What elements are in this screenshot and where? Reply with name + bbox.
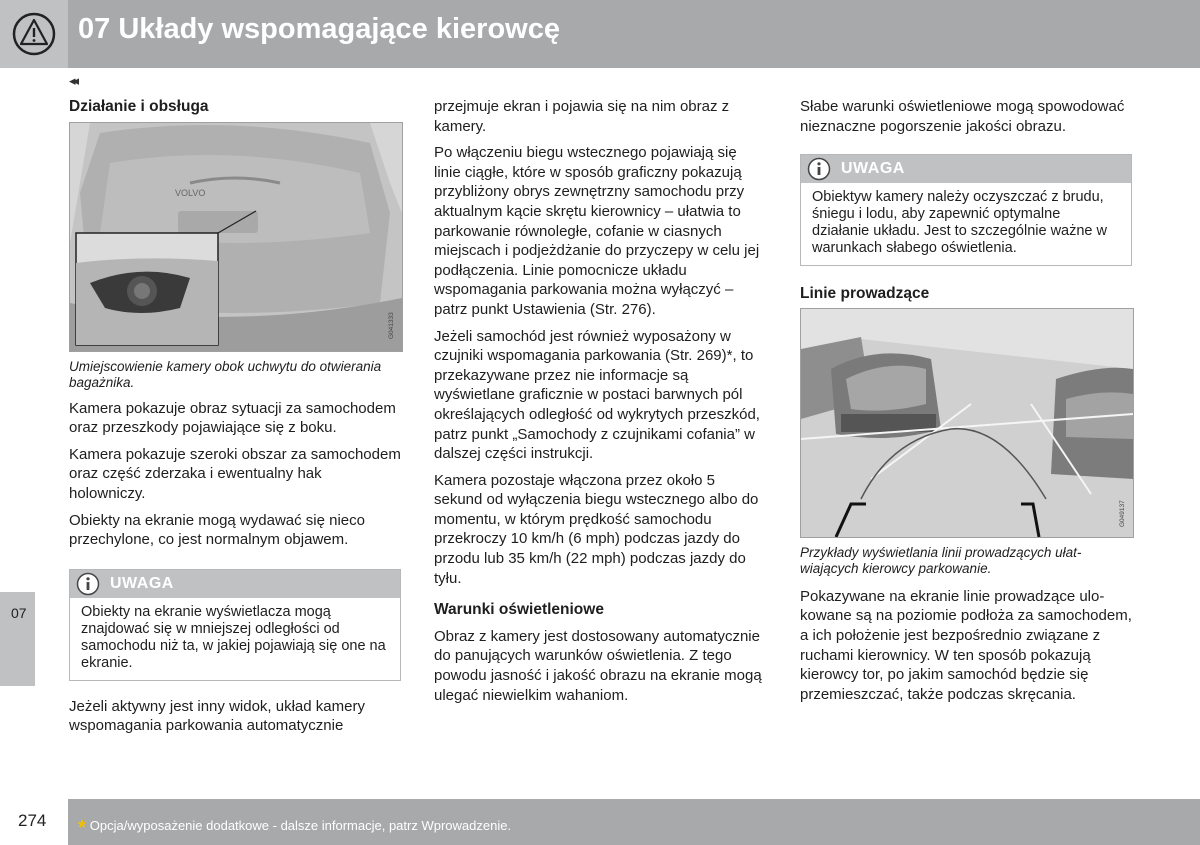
figure-caption: Przykłady wyświetlania linii prowadzących ułatwiających kierowcy parkowanie. — [800, 544, 1082, 577]
figure-caption: Umiejscowienie kamery obok uchwytu do otwierania bagażnika. — [69, 358, 382, 391]
page-number-box — [0, 799, 68, 845]
parking-camera-view-illustration — [801, 309, 1133, 537]
paragraph: Kamera pokazuje obraz sytuacji za samochodem oraz przeszkody pojawiające się z boku. — [69, 399, 396, 437]
section-heading-guide-lines: Linie prowadzące — [800, 285, 930, 303]
info-icon — [76, 572, 100, 596]
footnote-star-icon: * — [78, 817, 86, 839]
paragraph: Pokazywane na ekranie linie prowadzące ulokowane są na poziomie podłoża za samochodem, a ich położenie jest bezpośrednio związane z ruchami kierownicy. W ten sposób pokazują kierowcy tor, po jakim samochód będzie się przemieszczać, także podczas skręcania. — [800, 587, 1132, 703]
note-text: Obiektyw kamery należy oczyszczać z brudu, śniegu i lodu, aby zapewnić optymalne działanie układu. Jest to szczególnie ważne w warunkach słabego oświetlenia. — [812, 189, 1107, 257]
column-3 — [800, 97, 1132, 711]
note-header — [70, 570, 400, 598]
chapter-side-tab[interactable] — [0, 592, 35, 686]
figure-code: G041333 — [388, 311, 395, 339]
footnote-text: Opcja/wyposażenie dodatkowe - dalsze informacje, patrz Wprowadzenie. — [89, 818, 512, 833]
svg-text:VOLVO: VOLVO — [175, 187, 206, 198]
paragraph: Kamera pokazuje szeroki obszar za samochodem oraz część zderzaka i ewentualny hak holowniczy. — [69, 445, 401, 502]
car-rear-illustration — [70, 123, 402, 351]
section-heading-operation: Działanie i obsługa — [69, 98, 209, 115]
back-nav-icon[interactable]: ◂◂ — [69, 73, 77, 88]
paragraph: Kamera pozostaje włączona przez około 5 sekund od wyłączenia biegu wstecznego albo do momentu, w którym prędkość samochodu przekroczy 10 km/h (6 mph) podczas jazdy do przodu lub 35 km/h (22 mph) podczas jazdy do tyłu. — [434, 471, 759, 587]
paragraph: przejmuje ekran i pojawia się na nim obraz z kamery. — [434, 98, 730, 135]
warning-triangle-icon — [0, 0, 68, 68]
note-title: UWAGA — [110, 574, 174, 592]
paragraph: Jeżeli aktywny jest inny widok, układ kamery wspomagania parkowania automatycznie — [69, 697, 365, 735]
warning-box — [0, 0, 68, 68]
footnote — [78, 813, 512, 839]
column-2 — [434, 97, 764, 712]
paragraph: Jeżeli samochód jest również wyposażony w czujniki wspomagania parkowania (Str. 269)*, to przekazywane przez nie informacje są wyświetlane graficznie w postaci barwnych pól określających odległość od wykrytych przeszkód, patrz punkt „Samochody z czujnikami cofania” w dalszej części instrukcji. — [434, 327, 760, 463]
paragraph: Obiekty na ekranie mogą wydawać się nieco przechylone, co jest normalnym objawem. — [69, 511, 365, 549]
paragraph: Słabe warunki oświetleniowe mogą spowodować nieznaczne pogorszenie jakości obrazu. — [800, 98, 1125, 135]
note-box — [69, 569, 401, 681]
paragraph: Obraz z kamery jest dostosowany automatycznie do panujących warunków oświetlenia. Z tego powodu jasność i jakość obrazu na ekranie mogą ulegać niewielkim wahaniom. — [434, 627, 762, 704]
section-heading-lighting: Warunki oświetleniowe — [434, 601, 604, 619]
page-footer — [0, 799, 1200, 845]
info-icon — [807, 157, 831, 181]
column-1 — [69, 97, 401, 743]
figure-code: G049137 — [1119, 500, 1126, 527]
note-box — [800, 154, 1132, 266]
note-text: Obiekty na ekranie wyświetlacza mogą znajdować się w mniejszej odległości od samochodu niż ta, w jakiej pojawiają się one na ekranie. — [81, 603, 386, 671]
page-number: 274 — [18, 811, 47, 830]
chapter-header — [0, 0, 1200, 68]
note-header — [801, 155, 1131, 183]
paragraph: Po włączeniu biegu wstecznego pojawiają się linie ciągłe, które w sposób graficzny pokazują przybliżony obrys zewnętrzny samochodu przy aktualnym kącie skrętu kierownicy – ułatwia to parkowanie równoległe, cofanie w ciasnych miejscach i podjeżdżanie do przyczepy w celu jej podłączenia. Linie pomocnicze układu wspomagania parkowania można wyłączyć – patrz punkt Ustawienia (Str. 276). — [434, 144, 760, 318]
chapter-tab-label: 07 — [11, 605, 27, 621]
note-title: UWAGA — [841, 160, 905, 178]
guide-lines-figure — [800, 308, 1134, 538]
chapter-title: 07 Układy wspomagające kierowcę — [78, 13, 560, 45]
camera-location-figure — [69, 122, 403, 352]
